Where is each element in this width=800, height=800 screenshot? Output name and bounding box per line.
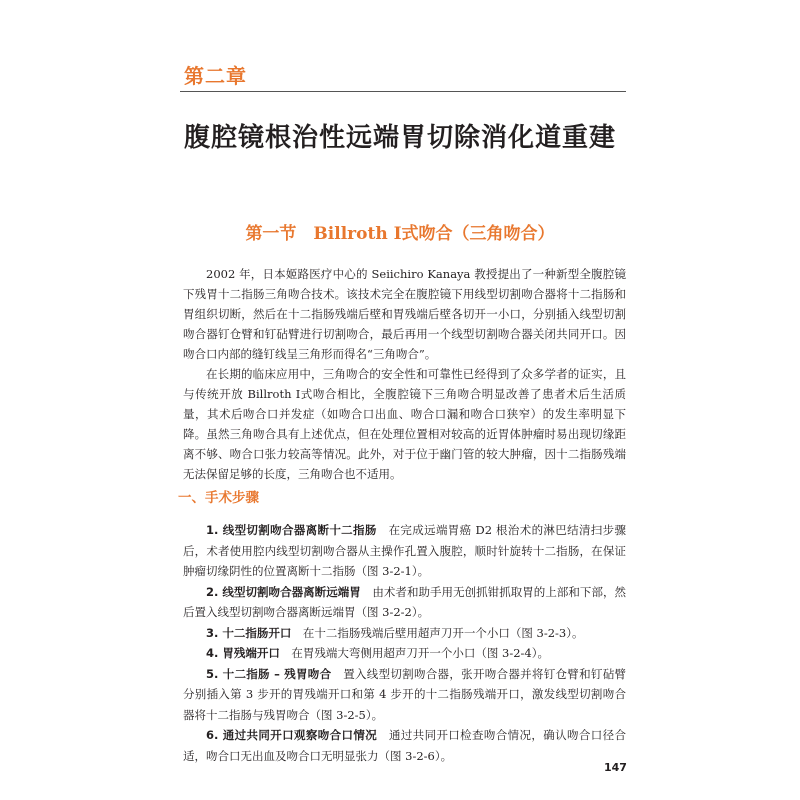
procedure-heading: 一、手术步骤 — [178, 490, 259, 506]
step-title: 5. 十二指肠 – 残胃吻合 — [206, 666, 332, 681]
step-title: 2. 线型切割吻合器离断远端胃 — [206, 584, 361, 599]
page-number: 147 — [604, 761, 627, 774]
step-text: 通过共同开口检查吻合情况，确认吻合口径合适，吻合口无出血及吻合口无明显张力（图 3-2-6）。 — [183, 728, 627, 763]
step-title: 4. 胃残端开口 — [206, 646, 280, 660]
step-text: 在完成远端胃癌 D2 根治术的淋巴结清扫步骤后，术者使用腔内线型切割吻合器从主操作孔置入腹腔，顺时针旋转十二指肠，在保证肿瘤切缘阴性的位置离断十二指肠（图 3-2-1）。 — [183, 523, 626, 578]
step-text: 置入线型切割吻合器，张开吻合器并将钉仓臂和钉砧臂分别插入第 3 步开的胃残端开口和第 4 步开的十二指肠残端开口，激发线型切割吻合器将十二指肠与残胃吻合（图 3-2-5）。 — [183, 666, 626, 722]
step-item — [183, 520, 626, 582]
chapter-label: 第二章 — [184, 64, 247, 88]
chapter-title: 腹腔镜根治性远端胃切除消化道重建 — [184, 123, 617, 153]
procedure-steps — [183, 520, 626, 766]
section-title: 第一节 Billroth Ⅰ式吻合（三角吻合） — [245, 224, 555, 244]
step-item — [183, 623, 626, 644]
chapter-divider — [180, 91, 626, 92]
step-title: 6. 通过共同开口观察吻合口情况 — [206, 728, 378, 742]
step-title: 1. 线型切割吻合器离断十二指肠 — [206, 523, 377, 537]
step-item — [183, 582, 626, 623]
step-item — [183, 664, 626, 726]
step-text: 在胃残端大弯侧用超声刀开一个小口（图 3-2-4）。 — [291, 646, 549, 660]
step-text: 由术者和助手用无创抓钳抓取胃的上部和下部，然后置入线型切割吻合器离断远端胃（图 3-2-2）。 — [183, 584, 627, 619]
intro-paragraph: 2002 年，日本姬路医疗中心的 Seiichiro Kanaya 教授提出了一种新型全腹腔镜下残胃十二指肠三角吻合技术。该技术完全在腹腔镜下用线型切割吻合器将十二指肠和胃组织切断，然后在十二指肠残端后壁和胃残端后壁各切开一小口，分别插入线型切割吻合器钉仓臂和钉砧臂进行切割吻合，最后再用一个线型切割吻合器关闭共同开口。因吻合口内部的缝钉线呈三角形而得名“三角吻合”。 — [183, 267, 626, 361]
step-item — [183, 725, 626, 766]
intro-text — [183, 264, 626, 484]
step-title: 3. 十二指肠开口 — [206, 625, 292, 640]
intro-paragraph: 在长期的临床应用中，三角吻合的安全性和可靠性已经得到了众多学者的证实，且与传统开放 Billroth Ⅰ式吻合相比，全腹腔镜下三角吻合明显改善了患者术后生活质量，其术后吻合口并发症（如吻合口出血、吻合口漏和吻合口狭窄）的发生率明显下降。虽然三角吻合具有上述优点，但在处理位置相对较高的近胃体肿瘤时易出现切缘距离不够、吻合口张力较高等情况。此外，对于位于幽门管的较大肿瘤，因十二指肠残端无法保留足够的长度，三角吻合也不适用。 — [183, 367, 626, 481]
step-item — [183, 643, 626, 664]
step-text: 在十二指肠残端后壁用超声刀开一个小口（图 3-2-3）。 — [302, 625, 584, 640]
